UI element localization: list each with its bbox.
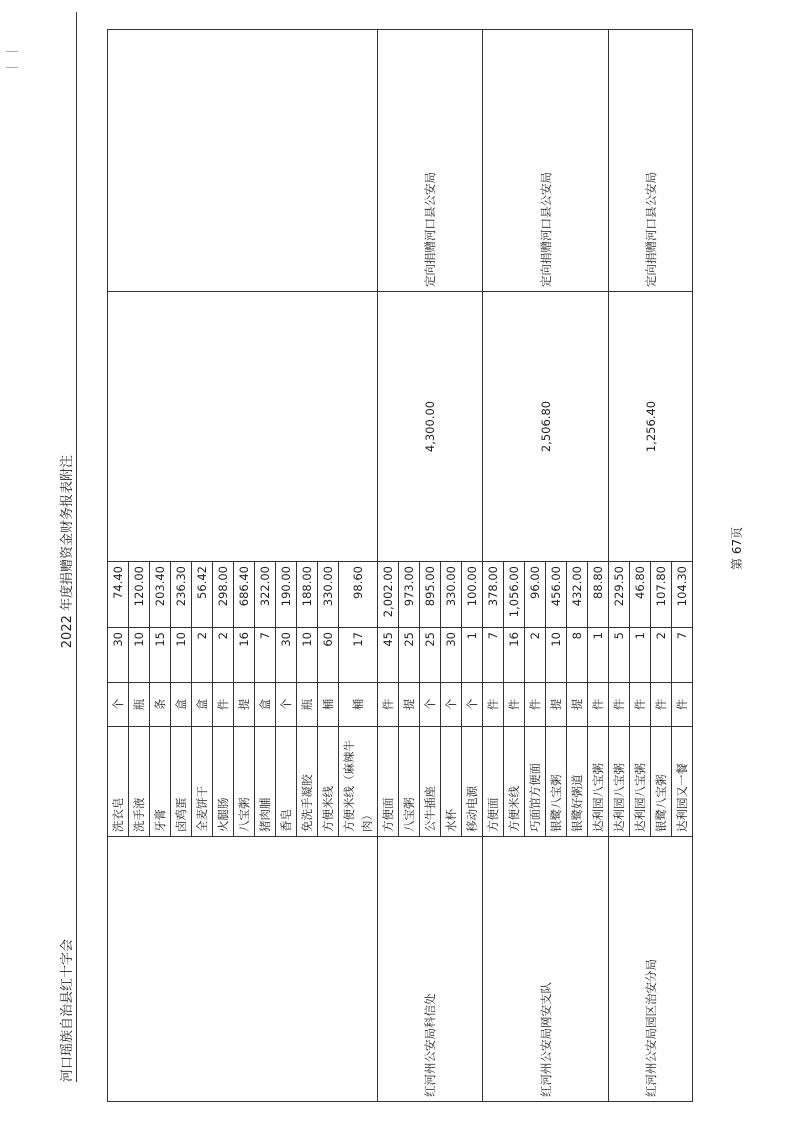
donation-table-body	[108, 30, 693, 1102]
quantity-cell: 2	[192, 628, 213, 683]
item-name-cell: 达利园八宝粥	[630, 727, 651, 837]
amount-cell: 229.50	[609, 562, 630, 628]
unit-cell: 提	[234, 683, 255, 727]
unit-cell: 件	[609, 683, 630, 727]
unit-cell: 盒	[192, 683, 213, 727]
binder-mark	[6, 67, 18, 68]
item-name-cell: 火腿肠	[213, 727, 234, 837]
quantity-cell: 1	[588, 628, 609, 683]
donation-table	[107, 29, 693, 1102]
table-row	[609, 30, 630, 1102]
amount-cell: 98.60	[339, 562, 378, 628]
unit-cell: 提	[399, 683, 420, 727]
quantity-cell: 30	[108, 628, 129, 683]
amount-cell: 686.40	[234, 562, 255, 628]
quantity-cell: 7	[255, 628, 276, 683]
unit-cell: 件	[525, 683, 546, 727]
quantity-cell: 10	[129, 628, 150, 683]
recipient-cell: 红河州公安局园区治安分局	[609, 837, 693, 1102]
organization-name: 河口瑶族自治县红十字会	[60, 938, 75, 1082]
item-name-cell: 达利园又一餐	[672, 727, 693, 837]
header-rule	[76, 12, 77, 1082]
quantity-cell: 60	[318, 628, 339, 683]
item-name-cell: 洗手液	[129, 727, 150, 837]
unit-cell: 件	[630, 683, 651, 727]
unit-cell: 瓶	[129, 683, 150, 727]
amount-cell: 203.40	[150, 562, 171, 628]
quantity-cell: 17	[339, 628, 378, 683]
table-row	[483, 30, 504, 1102]
item-name-cell: 方便面	[378, 727, 399, 837]
amount-cell: 330.00	[318, 562, 339, 628]
item-name-cell: 巧面馆方便面	[525, 727, 546, 837]
unit-cell: 桶	[318, 683, 339, 727]
amount-cell: 46.80	[630, 562, 651, 628]
amount-cell: 378.00	[483, 562, 504, 628]
quantity-cell: 30	[276, 628, 297, 683]
recipient-cell	[108, 837, 378, 1102]
amount-cell: 330.00	[441, 562, 462, 628]
item-name-cell: 方便面	[483, 727, 504, 837]
document-title: 2022 年度捐赠资金财务报表附注	[60, 455, 75, 649]
quantity-cell: 16	[234, 628, 255, 683]
item-name-cell: 八宝粥	[234, 727, 255, 837]
amount-cell: 188.00	[297, 562, 318, 628]
item-name-cell: 银鹭八宝粥	[651, 727, 672, 837]
quantity-cell: 10	[297, 628, 318, 683]
unit-cell: 个	[462, 683, 483, 727]
item-name-cell: 香皂	[276, 727, 297, 837]
quantity-cell: 2	[213, 628, 234, 683]
amount-cell: 973.00	[399, 562, 420, 628]
quantity-cell: 7	[483, 628, 504, 683]
quantity-cell: 16	[504, 628, 525, 683]
unit-cell: 个	[276, 683, 297, 727]
note-cell: 定向捐赠河口县公安局	[378, 30, 483, 292]
unit-cell: 个	[441, 683, 462, 727]
quantity-cell: 30	[441, 628, 462, 683]
amount-cell: 298.00	[213, 562, 234, 628]
amount-cell: 2,002.00	[378, 562, 399, 628]
amount-cell: 88.80	[588, 562, 609, 628]
unit-cell: 瓶	[297, 683, 318, 727]
unit-cell: 件	[651, 683, 672, 727]
quantity-cell: 1	[462, 628, 483, 683]
item-name-cell: 移动电源	[462, 727, 483, 837]
amount-cell: 895.00	[420, 562, 441, 628]
unit-cell: 件	[588, 683, 609, 727]
recipient-cell: 红河州公安局科信处	[378, 837, 483, 1102]
item-name-cell: 方便米线	[504, 727, 525, 837]
item-name-cell: 八宝粥	[399, 727, 420, 837]
amount-cell: 456.00	[546, 562, 567, 628]
amount-cell: 104.30	[672, 562, 693, 628]
amount-cell: 56.42	[192, 562, 213, 628]
unit-cell: 件	[504, 683, 525, 727]
item-name-cell: 猪肉脯	[255, 727, 276, 837]
unit-cell: 盒	[171, 683, 192, 727]
unit-cell: 个	[108, 683, 129, 727]
quantity-cell: 10	[546, 628, 567, 683]
quantity-cell: 7	[672, 628, 693, 683]
note-cell: 定向捐赠河口县公安局	[483, 30, 609, 292]
recipient-cell: 红河州公安局网安支队	[483, 837, 609, 1102]
unit-cell: 条	[150, 683, 171, 727]
amount-cell: 1,056.00	[504, 562, 525, 628]
amount-cell: 100.00	[462, 562, 483, 628]
item-name-cell: 达利园八宝粥	[588, 727, 609, 837]
item-name-cell: 免洗手凝胶	[297, 727, 318, 837]
item-name-cell: 洗衣皂	[108, 727, 129, 837]
page-number: 第 67页	[730, 526, 744, 570]
amount-cell: 190.00	[276, 562, 297, 628]
item-name-cell: 达利园八宝粥	[609, 727, 630, 837]
amount-cell: 322.00	[255, 562, 276, 628]
unit-cell: 个	[420, 683, 441, 727]
unit-cell: 提	[567, 683, 588, 727]
item-name-cell: 银鹭好粥道	[567, 727, 588, 837]
unit-cell: 盒	[255, 683, 276, 727]
quantity-cell: 1	[630, 628, 651, 683]
quantity-cell: 15	[150, 628, 171, 683]
unit-cell: 件	[672, 683, 693, 727]
unit-cell: 提	[546, 683, 567, 727]
item-name-cell: 方便米线（麻辣牛肉）	[339, 727, 378, 837]
total-cell: 2,506.80	[483, 292, 609, 562]
item-name-cell: 银鹭八宝粥	[546, 727, 567, 837]
quantity-cell: 10	[171, 628, 192, 683]
quantity-cell: 25	[420, 628, 441, 683]
quantity-cell: 45	[378, 628, 399, 683]
unit-cell: 桶	[339, 683, 378, 727]
quantity-cell: 2	[525, 628, 546, 683]
total-cell: 1,256.40	[609, 292, 693, 562]
item-name-cell: 全麦饼干	[192, 727, 213, 837]
item-name-cell: 公牛插座	[420, 727, 441, 837]
unit-cell: 件	[378, 683, 399, 727]
unit-cell: 件	[213, 683, 234, 727]
binder-mark	[6, 51, 18, 52]
amount-cell: 236.30	[171, 562, 192, 628]
amount-cell: 107.80	[651, 562, 672, 628]
amount-cell: 74.40	[108, 562, 129, 628]
item-name-cell: 卤鸡蛋	[171, 727, 192, 837]
item-name-cell: 方便米线	[318, 727, 339, 837]
table-row	[108, 30, 129, 1102]
total-cell	[108, 292, 378, 562]
amount-cell: 432.00	[567, 562, 588, 628]
total-cell: 4,300.00	[378, 292, 483, 562]
quantity-cell: 2	[651, 628, 672, 683]
table-row	[378, 30, 399, 1102]
item-name-cell: 牙膏	[150, 727, 171, 837]
quantity-cell: 5	[609, 628, 630, 683]
quantity-cell: 8	[567, 628, 588, 683]
note-cell: 定向捐赠河口县公安局	[609, 30, 693, 292]
unit-cell: 件	[483, 683, 504, 727]
amount-cell: 96.00	[525, 562, 546, 628]
note-cell	[108, 30, 378, 292]
amount-cell: 120.00	[129, 562, 150, 628]
item-name-cell: 水杯	[441, 727, 462, 837]
quantity-cell: 25	[399, 628, 420, 683]
